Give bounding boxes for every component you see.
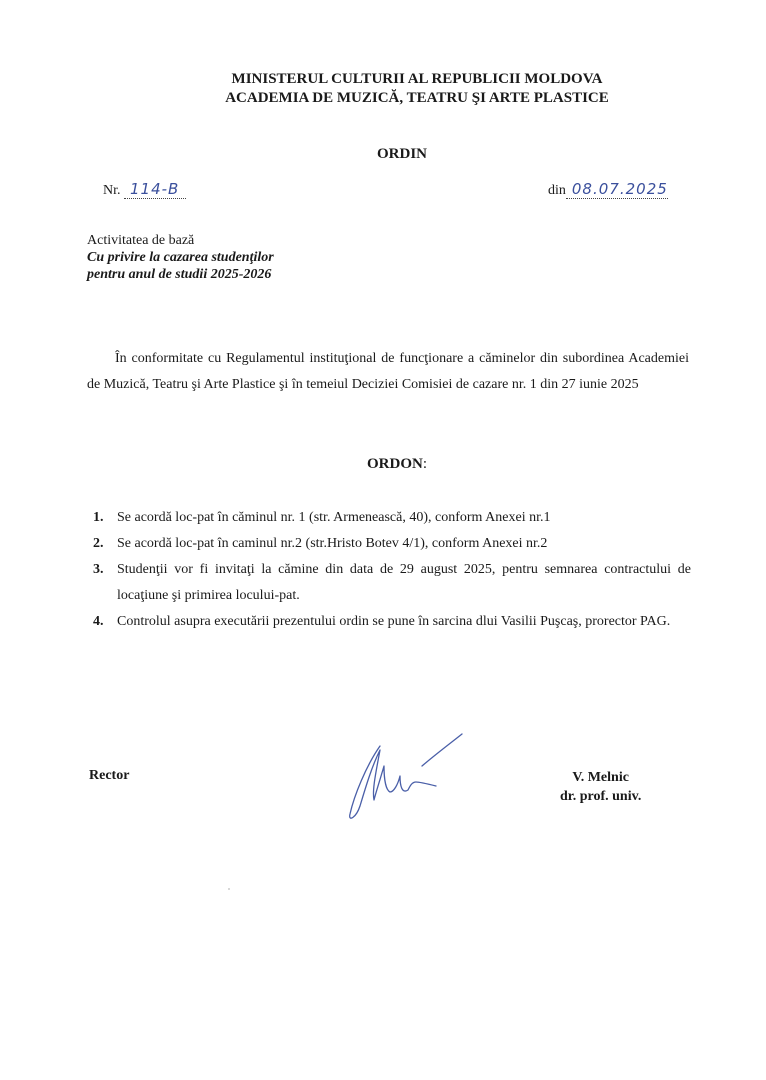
- subject-category: Activitatea de bază: [87, 233, 195, 248]
- signer-name: V. Melnic: [572, 770, 629, 785]
- order-date-label: din: [548, 183, 566, 198]
- ordon-word: ORDON: [366, 456, 423, 472]
- scan-speck: [228, 888, 230, 890]
- item-number: 2.: [93, 536, 104, 551]
- ordon-heading: [0, 456, 766, 473]
- list-item: [87, 505, 691, 531]
- order-title: ORDIN: [376, 146, 427, 162]
- item-number: 1.: [93, 510, 104, 525]
- signer-title: dr. prof. univ.: [560, 789, 642, 804]
- item-number: 3.: [93, 562, 104, 577]
- subject-line-1: Cu privire la cazarea studenţilor: [87, 250, 274, 265]
- signer-position: Rector: [89, 768, 130, 783]
- item-text: Se acordă loc-pat în căminul nr. 1 (str. Armenească, 40), conform Anexei nr.1: [117, 510, 551, 525]
- ministry-name: MINISTERUL CULTURII AL REPUBLICII MOLDOVA: [231, 71, 603, 87]
- list-item: [87, 609, 691, 635]
- item-text: Studenţii vor fi invitaţi la cămine din data de 29 august 2025, pentru semnarea contractului de locaţiune şi primirea locului-pat.: [117, 562, 691, 603]
- preamble-paragraph: În conformitate cu Regulamentul instituţional de funcţionare a căminelor din subordinea Academiei de Muzică, Teatru şi Arte Plastice şi în temeiul Deciziei Comisiei de cazare nr. 1 din 27 iunie 2025: [87, 351, 689, 392]
- handwritten-signature: [336, 726, 476, 826]
- list-item: [87, 531, 691, 557]
- order-number-value: 114-B: [124, 180, 186, 199]
- document-header: [0, 70, 766, 108]
- item-text: Se acordă loc-pat în caminul nr.2 (str.Hristo Botev 4/1), conform Anexei nr.2: [117, 536, 548, 551]
- order-number-label: Nr.: [103, 183, 121, 198]
- order-date: [548, 180, 668, 199]
- order-subject: [87, 232, 274, 283]
- list-item: [87, 557, 691, 609]
- academy-name: ACADEMIA DE MUZICĂ, TEATRU ŞI ARTE PLASTICE: [225, 90, 609, 106]
- order-date-value: 08.07.2025: [566, 180, 668, 199]
- ordon-colon: :: [422, 456, 427, 472]
- item-number: 4.: [93, 614, 104, 629]
- order-items-list: [87, 505, 691, 635]
- subject-line-2: pentru anul de studii 2025-2026: [87, 267, 272, 282]
- item-text: Controlul asupra executării prezentului ordin se pune în sarcina dlui Vasilii Puşcaş, prorector PAG.: [117, 614, 671, 629]
- signer-block: [560, 768, 641, 806]
- order-number: [103, 180, 186, 199]
